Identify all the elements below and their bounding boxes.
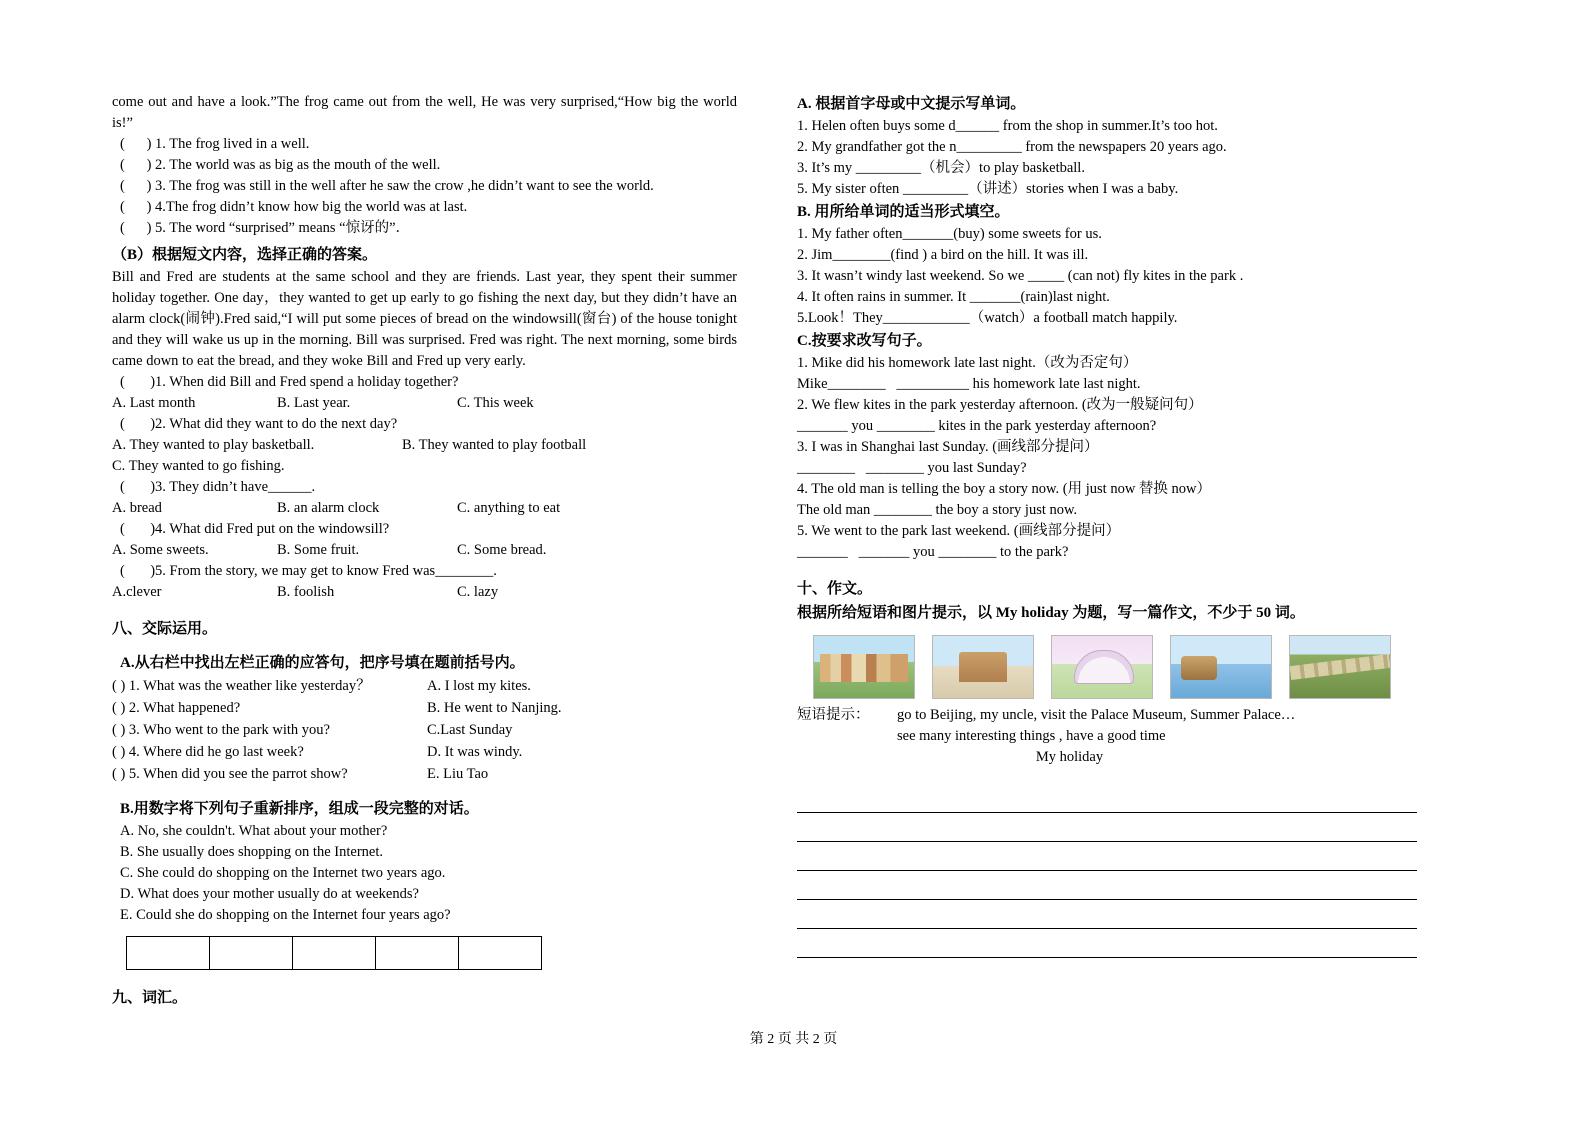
order-answer-cell[interactable] — [127, 937, 210, 970]
match-row — [112, 719, 737, 741]
match-answer: B. He went to Nanjing. — [427, 700, 562, 716]
match-answer: C.Last Sunday — [427, 722, 513, 738]
section-8-title: 八、交际运用。 — [112, 621, 218, 637]
mc-choice-b: B. They wanted to play football — [402, 437, 587, 453]
section-8b-title: B.用数字将下列句子重新排序，组成一段完整的对话。 — [120, 801, 479, 817]
writing-line[interactable] — [797, 784, 1417, 813]
mc-choice-c: C. Some bread. — [457, 542, 547, 558]
mc-choice-b: B. Some fruit. — [277, 542, 360, 558]
hint-line-1: go to Beijing, my uncle, visit the Palace Museum, Summer Palace… — [897, 707, 1296, 723]
part-c-question: 2. We flew kites in the park yesterday afternoon. (改为一般疑问句） — [797, 397, 1203, 413]
writing-line[interactable] — [797, 900, 1417, 929]
great-wall-photo — [1289, 635, 1391, 699]
mc-question: ( )1. When did Bill and Fred spend a holiday together? — [120, 374, 459, 390]
part-c-question: 1. Mike did his homework late last night.（改为否定句） — [797, 355, 1138, 371]
part-a-item: 2. My grandfather got the n_________ from the newspapers 20 years ago. — [797, 139, 1227, 155]
mc-choice-a: A.clever — [112, 584, 162, 600]
part-b-item: 2. Jim________(find ) a bird on the hill. It was ill. — [797, 247, 1089, 263]
order-answer-table — [126, 936, 542, 970]
section-9-title: 九、词汇。 — [112, 990, 188, 1006]
match-answer: A. I lost my kites. — [427, 678, 531, 694]
summer-palace-photo — [1051, 635, 1153, 699]
mc-question: ( )4. What did Fred put on the windowsill? — [120, 521, 390, 537]
page-footer: 第 2 页 共 2 页 — [749, 1032, 838, 1047]
mc-choice-c: C. They wanted to go fishing. — [112, 458, 285, 474]
match-prompt: ( ) 3. Who went to the park with you? — [112, 722, 330, 738]
part-c-answer-line[interactable]: _______ you ________ kites in the park yesterday afternoon? — [797, 418, 1157, 434]
order-item: A. No, she couldn't. What about your mother? — [120, 823, 388, 839]
section-10-title: 十、作文。 — [797, 581, 873, 597]
hint-label: 短语提示： — [797, 707, 870, 723]
part-c-answer-line[interactable]: ________ ________ you last Sunday? — [797, 460, 1027, 476]
part-c-question: 5. We went to the park last weekend. (画线部分提问） — [797, 523, 1121, 539]
section-10-requirement: 根据所给短语和图片提示，以 My holiday 为题，写一篇作文，不少于 50 词。 — [797, 605, 1305, 621]
mc-choice-a: A. Last month — [112, 395, 196, 411]
true-false-item: ( ) 1. The frog lived in a well. — [120, 136, 310, 152]
mc-choice-b: B. foolish — [277, 584, 335, 600]
mc-choice-a: A. Some sweets. — [112, 542, 209, 558]
part-a-item: 5. My sister often _________（讲述）stories when I was a baby. — [797, 181, 1179, 197]
part-b-item: 5.Look！They____________（watch）a football match happily. — [797, 310, 1178, 326]
match-answer: E. Liu Tao — [427, 766, 489, 782]
part-a-title: A. 根据首字母或中文提示写单词。 — [797, 96, 1026, 112]
palace-museum-photo — [932, 635, 1034, 699]
part-b-item: 1. My father often_______(buy) some sweets for us. — [797, 226, 1102, 242]
section-b-title: （B）根据短文内容，选择正确的答案。 — [112, 247, 378, 263]
part-b-title: B. 用所给单词的适当形式填空。 — [797, 204, 1010, 220]
section-8a-title: A.从右栏中找出左栏正确的应答句，把序号填在题前括号内。 — [120, 655, 525, 671]
writing-line[interactable] — [797, 929, 1417, 958]
match-answer: D. It was windy. — [427, 744, 523, 760]
true-false-item: ( ) 4.The frog didn’t know how big the world was at last. — [120, 199, 468, 215]
writing-line[interactable] — [797, 813, 1417, 842]
writing-prompt-images — [813, 635, 1427, 699]
mc-choice-a: A. They wanted to play basketball. — [112, 437, 315, 453]
part-c-answer-line[interactable]: Mike________ __________ his homework late last night. — [797, 376, 1141, 392]
left-column — [112, 92, 741, 1010]
part-c-answer-line[interactable]: The old man ________ the boy a story just now. — [797, 502, 1078, 518]
match-row — [112, 741, 737, 763]
part-a-item: 1. Helen often buys some d______ from the shop in summer.It’s too hot. — [797, 118, 1218, 134]
order-item: D. What does your mother usually do at weekends? — [120, 886, 419, 902]
mc-choices — [112, 435, 737, 456]
right-column — [797, 92, 1427, 958]
part-c-question: 4. The old man is telling the boy a story now. (用 just now 替换 now） — [797, 481, 1212, 497]
mc-question: ( )3. They didn’t have______. — [120, 479, 316, 495]
part-c-title: C.按要求改写句子。 — [797, 333, 932, 349]
mc-choice-b: B. Last year. — [277, 395, 351, 411]
mc-choices — [112, 540, 737, 561]
match-prompt: ( ) 1. What was the weather like yesterday？ — [112, 678, 371, 694]
mc-choice-c: C. lazy — [457, 584, 499, 600]
phrase-hints — [797, 705, 1427, 768]
mc-choices — [112, 498, 737, 519]
beijing-street-photo — [813, 635, 915, 699]
composition-writing-area[interactable] — [797, 784, 1427, 958]
order-answer-cell[interactable] — [210, 937, 293, 970]
mc-choices — [112, 393, 737, 414]
writing-line[interactable] — [797, 871, 1417, 900]
order-answer-cell[interactable] — [293, 937, 376, 970]
mc-choice-c: C. This week — [457, 395, 534, 411]
order-item: C. She could do shopping on the Internet two years ago. — [120, 865, 446, 881]
match-prompt: ( ) 5. When did you see the parrot show? — [112, 766, 348, 782]
part-c-answer-line[interactable]: _______ _______ you ________ to the park? — [797, 544, 1069, 560]
match-prompt: ( ) 2. What happened? — [112, 700, 241, 716]
match-row — [112, 697, 737, 719]
match-row — [112, 675, 737, 697]
mc-question: ( )5. From the story, we may get to know Fred was________. — [120, 563, 497, 579]
section-b-passage: Bill and Fred are students at the same school and they are friends. Last year, they spent their summer holiday together. One day，they wanted to get up early to go fishing the next day, but they didn’t have an alarm clock(闹钟).Fred said,“I will put some pieces of bread on the windowsill(窗台) of the house tonight and they will wake us up in the morning. Bill was surprised. Fred was right. The next morning, some birds came down to eat the bread, and they woke Bill and Fred up very early. — [112, 269, 741, 369]
part-b-item: 3. It wasn’t windy last weekend. So we _____ (can not) fly kites in the park . — [797, 268, 1244, 284]
mc-choice-b: B. an alarm clock — [277, 500, 380, 516]
order-answer-cell[interactable] — [376, 937, 459, 970]
mc-choice-a: A. bread — [112, 500, 162, 516]
order-item: B. She usually does shopping on the Internet. — [120, 844, 383, 860]
composition-title: My holiday — [1035, 749, 1104, 765]
mc-choice-c: C. anything to eat — [457, 500, 561, 516]
lake-pavilion-photo — [1170, 635, 1272, 699]
reading-passage-tail: come out and have a look.”The frog came out from the well, He was very surprised,“How big the world is!” — [112, 94, 741, 131]
match-row — [112, 763, 737, 785]
part-a-item: 3. It’s my _________（机会）to play basketball. — [797, 160, 1085, 176]
match-prompt: ( ) 4. Where did he go last week? — [112, 744, 304, 760]
order-answer-cell[interactable] — [459, 937, 542, 970]
mc-choices — [112, 582, 737, 603]
true-false-item: ( ) 2. The world was as big as the mouth of the well. — [120, 157, 441, 173]
hint-line-2: see many interesting things , have a good time — [897, 728, 1166, 744]
mc-question: ( )2. What did they want to do the next day? — [120, 416, 398, 432]
order-item: E. Could she do shopping on the Internet four years ago? — [120, 907, 451, 923]
part-c-question: 3. I was in Shanghai last Sunday. (画线部分提问） — [797, 439, 1099, 455]
true-false-item: ( ) 5. The word “surprised” means “惊讶的”． — [120, 220, 411, 236]
true-false-item: ( ) 3. The frog was still in the well after he saw the crow ,he didn’t want to see the world. — [120, 178, 654, 194]
part-b-item: 4. It often rains in summer. It _______(rain)last night. — [797, 289, 1110, 305]
writing-line[interactable] — [797, 842, 1417, 871]
table-row — [127, 937, 542, 970]
